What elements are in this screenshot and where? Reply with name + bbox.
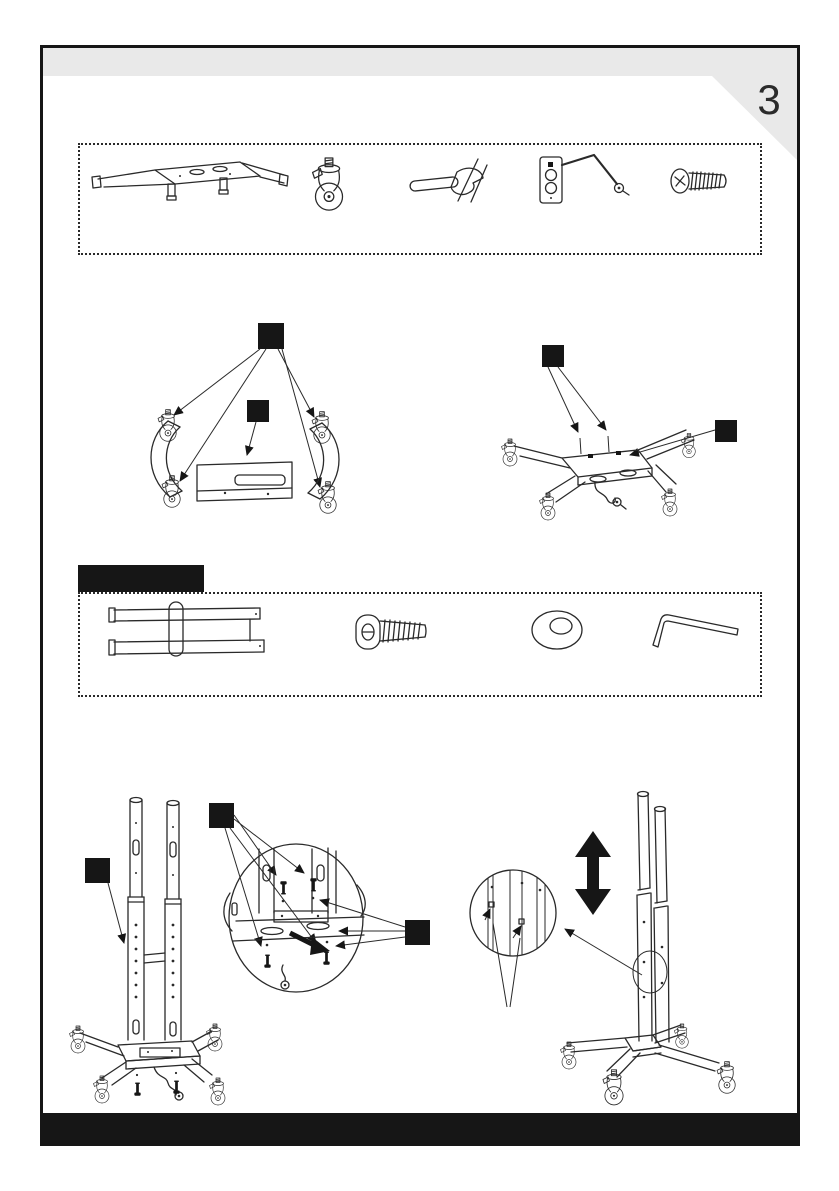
caster-icon xyxy=(603,1070,623,1105)
caster-icon xyxy=(94,1076,110,1103)
pole-holes xyxy=(135,924,175,999)
hardware-box-top-illustrations xyxy=(80,145,760,253)
stand-front-view xyxy=(80,798,218,1101)
power-cord-clip-icon xyxy=(540,155,629,203)
caster-icon xyxy=(158,410,176,442)
pointer-arrows xyxy=(548,367,609,454)
diagram-attach-casters xyxy=(130,305,360,550)
screw-icon xyxy=(671,169,726,193)
callout-marker xyxy=(715,420,737,442)
caster-icon xyxy=(207,1024,223,1051)
bolt-icon xyxy=(310,878,316,891)
caster-icon xyxy=(502,439,518,466)
caster-icon xyxy=(561,1042,577,1069)
callout-marker xyxy=(247,400,269,422)
caster-icon xyxy=(318,482,336,514)
stand-perspective-view xyxy=(567,792,719,1078)
caster-icon xyxy=(312,412,330,444)
base-frame-icon xyxy=(92,162,288,200)
callout-marker xyxy=(209,803,234,828)
hardware-box-middle xyxy=(78,592,762,697)
caster-icon xyxy=(681,433,695,457)
base-underside xyxy=(151,421,339,501)
pointer-arrow xyxy=(630,430,715,455)
caster-icon xyxy=(313,158,343,210)
step-label-bar xyxy=(78,565,204,592)
wrench-icon xyxy=(410,159,487,202)
bolt-icon xyxy=(134,1083,140,1096)
pointer-arrow xyxy=(108,883,124,943)
callout-marker xyxy=(85,858,110,883)
diagram-height-adjust xyxy=(455,785,765,1115)
diagram-attach-poles xyxy=(60,785,445,1110)
bolt-icon xyxy=(356,615,426,649)
magnified-pole-holes xyxy=(485,870,545,1007)
caster-icon xyxy=(210,1078,226,1105)
base-assembled xyxy=(514,430,694,509)
callout-marker xyxy=(258,323,284,349)
page-number: 3 xyxy=(757,76,781,123)
height-adjust-arrow xyxy=(575,831,611,915)
caster-icon xyxy=(662,489,678,516)
bolt-icon xyxy=(280,881,286,894)
diagram-attach-cord-clip xyxy=(490,330,750,540)
magnifier-circle xyxy=(470,870,556,956)
bolt-icon xyxy=(323,952,329,965)
pointer-arrow xyxy=(247,422,256,455)
footer-bar xyxy=(40,1116,800,1146)
caster-icon xyxy=(717,1062,735,1094)
header-band xyxy=(43,48,797,76)
allen-key-icon xyxy=(653,615,738,647)
hardware-box-top xyxy=(78,143,762,255)
caster-icon xyxy=(70,1026,86,1053)
bolt-icon xyxy=(264,955,270,968)
washer-icon xyxy=(532,611,582,649)
pointer-arrow xyxy=(565,929,642,975)
callout-marker xyxy=(405,920,430,945)
hardware-box-middle-illustrations xyxy=(80,594,760,695)
crossbar-bracket-icon xyxy=(109,602,264,656)
callout-marker xyxy=(542,345,564,367)
caster-icon xyxy=(540,493,556,520)
bolt-icon xyxy=(173,1081,179,1094)
